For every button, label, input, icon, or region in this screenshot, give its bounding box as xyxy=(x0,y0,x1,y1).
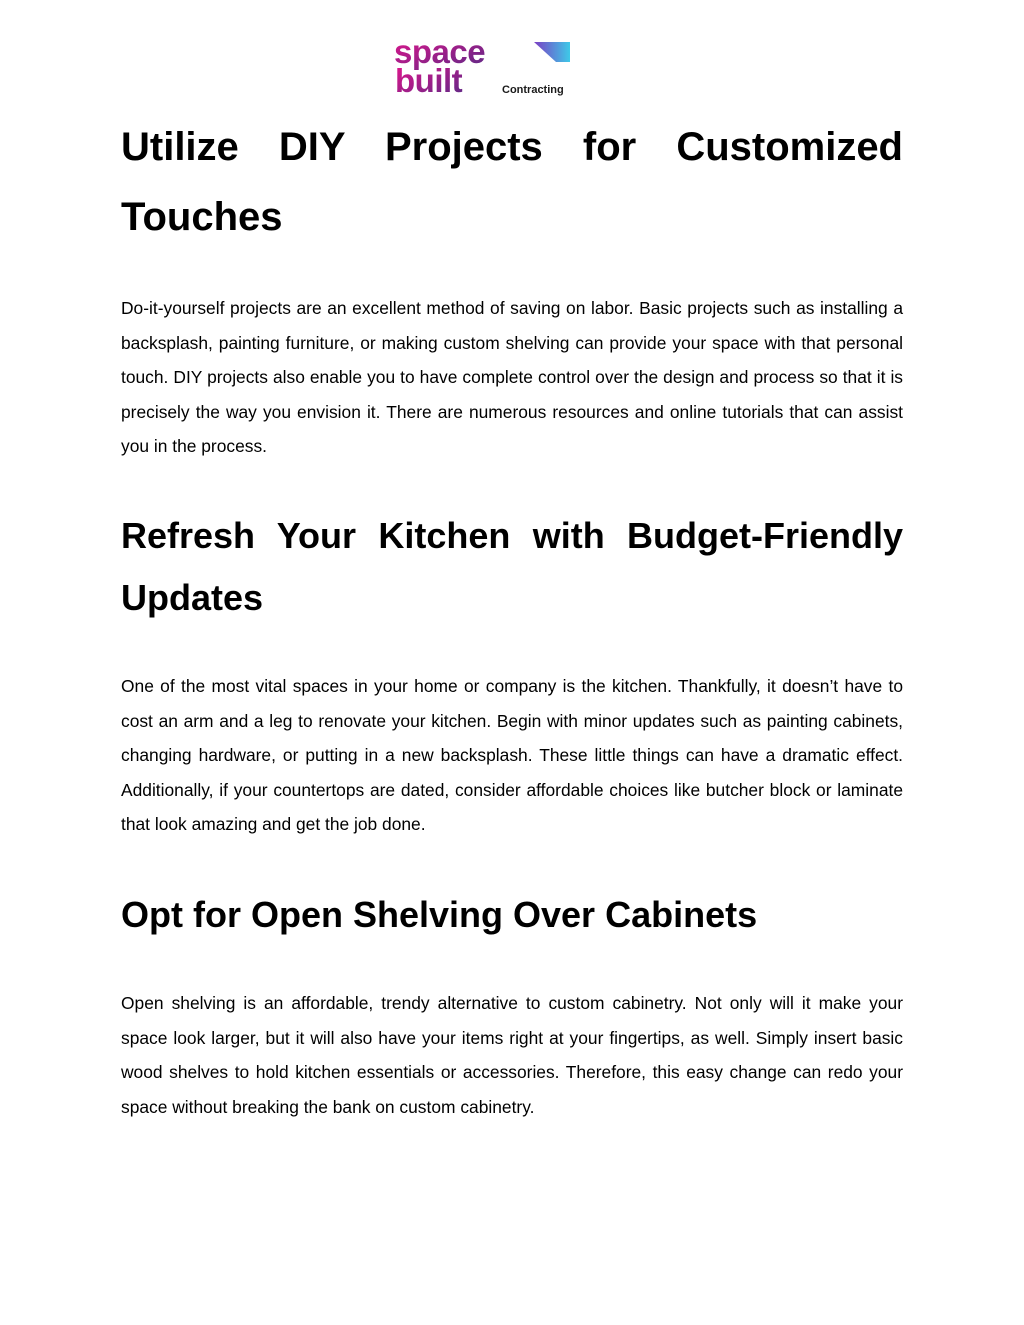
section-heading-diy: Utilize DIY Projects for Customized Touches xyxy=(121,125,903,239)
section-body-diy: Do-it-yourself projects are an excellent method of saving on labor. Basic projects such as installing a backsplash, painting furniture, or making custom shelving can provide your space with that personal touch. DIY projects also enable you to have complete control over the design and process so that it is precisely the way you envision it. There are numerous resources and online tutorials that can assist you in the process. xyxy=(121,298,903,457)
section-body-kitchen: One of the most vital spaces in your home or company is the kitchen. Thankfully, it doesn’t have to cost an arm and a leg to renovate your kitchen. Begin with minor updates such as painting cabinets, changing hardware, or putting in a new backsplash. These little things can have a dramatic effect. Additionally, if your countertops are dated, consider affordable choices like butcher block or laminate that look amazing and get the job done. xyxy=(121,675,903,835)
section-heading-kitchen: Refresh Your Kitchen with Budget-Friendly Updates xyxy=(121,514,903,618)
logo-accent-shape xyxy=(534,42,570,62)
brand-logo xyxy=(394,36,574,98)
logo-text-space: space xyxy=(394,36,486,70)
section-heading-shelving: Opt for Open Shelving Over Cabinets xyxy=(121,893,758,935)
article xyxy=(121,112,903,1124)
section-body-shelving: Open shelving is an affordable, trendy alternative to custom cabinetry. Not only will it make your space look larger, but it will also have your items right at your fingertips, as well. Simply insert basic wood shelves to hold kitchen essentials or accessories. Therefore, this easy change can redo your space without breaking the bank on custom cabinetry. xyxy=(121,992,903,1117)
logo-tagline: Contracting xyxy=(502,84,564,96)
logo-text-built: built xyxy=(395,62,463,98)
